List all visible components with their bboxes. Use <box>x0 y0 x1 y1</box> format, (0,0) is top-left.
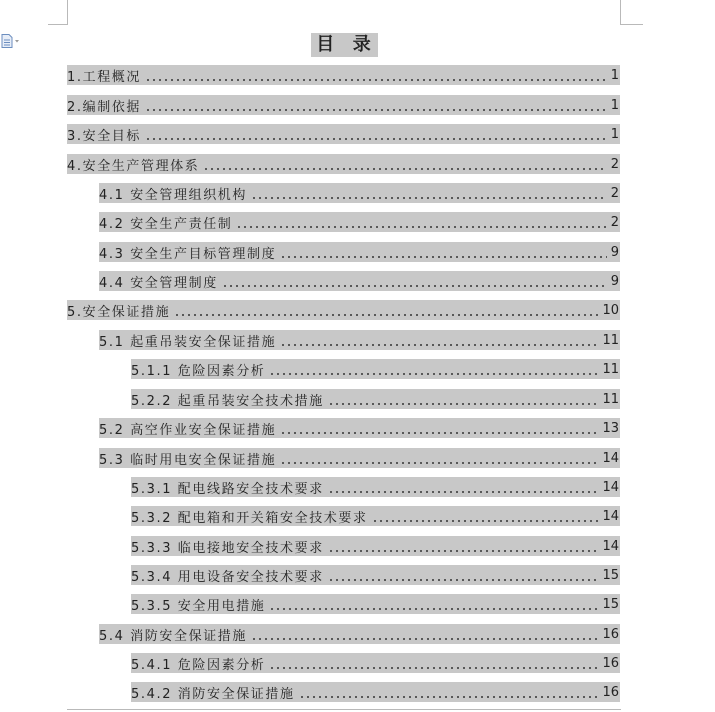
toc-entry-page-number: 2 <box>610 214 619 230</box>
toc-dot-leader <box>328 477 599 497</box>
toc-dot-leader <box>174 300 598 320</box>
toc-dot-leader <box>372 506 599 526</box>
toc-dot-leader <box>280 242 607 262</box>
toc-entry-title: 5.3.3 临电接地安全技术要求 <box>131 540 324 556</box>
toc-dot-leader <box>269 359 598 379</box>
toc-dot-leader <box>222 271 607 291</box>
toc-entry-title: 5.3.5 安全用电措施 <box>131 598 266 614</box>
toc-entry-page-number: 13 <box>602 420 619 436</box>
toc-entry-title: 5.安全保证措施 <box>67 304 171 320</box>
toc-entry-title: 5.2 高空作业安全保证措施 <box>99 422 277 438</box>
toc-entry-page-number: 9 <box>610 244 619 260</box>
toc-entry[interactable] <box>131 536 620 556</box>
toc-entry[interactable] <box>131 359 620 379</box>
toc-entry[interactable] <box>131 389 620 409</box>
toc-entry[interactable] <box>99 624 620 644</box>
toc-entry-title: 4.安全生产管理体系 <box>67 158 200 174</box>
toc-entry[interactable] <box>99 448 620 468</box>
toc-entry-title: 4.2 安全生产责任制 <box>99 216 233 232</box>
toc-dot-leader <box>145 124 607 144</box>
toc-entry-title: 5.4 消防安全保证措施 <box>99 628 248 644</box>
toc-entry-title: 5.2.2 起重吊装安全技术措施 <box>131 393 324 409</box>
toc-entry-page-number: 9 <box>610 273 619 289</box>
toc-entry-page-number: 10 <box>602 302 619 318</box>
toc-entry-page-number: 16 <box>602 684 619 700</box>
toc-dot-leader <box>145 65 607 85</box>
toc-entry[interactable] <box>67 124 620 144</box>
toc-title: 目 录 <box>311 33 378 57</box>
toc-entry-title: 5.4.2 消防安全保证措施 <box>131 686 295 702</box>
toc-entry[interactable] <box>99 212 620 232</box>
toc-dot-leader <box>251 624 598 644</box>
toc-dot-leader <box>299 682 599 702</box>
toc-entry-page-number: 1 <box>610 67 619 83</box>
toc-dot-leader <box>280 330 598 350</box>
toc-entry[interactable] <box>67 300 620 320</box>
toc-entry[interactable] <box>131 506 620 526</box>
toc-entry[interactable] <box>99 330 620 350</box>
toc-entry-title: 4.1 安全管理组织机构 <box>99 187 248 203</box>
toc-entry-title: 3.安全目标 <box>67 128 142 144</box>
toc-dot-leader <box>269 653 598 673</box>
toc-entry-page-number: 11 <box>602 361 619 377</box>
toc-entry-title: 4.3 安全生产目标管理制度 <box>99 246 277 262</box>
toc-entry[interactable] <box>131 653 620 673</box>
toc-entry[interactable] <box>131 682 620 702</box>
toc-entry-page-number: 15 <box>602 567 619 583</box>
toc-dot-leader <box>236 212 606 232</box>
toc-dot-leader <box>328 536 599 556</box>
toc-entry-page-number: 2 <box>610 185 619 201</box>
toc-entry-page-number: 15 <box>602 596 619 612</box>
toc-entry[interactable] <box>131 594 620 614</box>
toc-entry-title: 2.编制依据 <box>67 99 142 115</box>
toc-dot-leader <box>269 594 598 614</box>
toc-entry[interactable] <box>99 242 620 262</box>
toc-entry-page-number: 11 <box>602 391 619 407</box>
toc-entry-page-number: 14 <box>602 508 619 524</box>
toc-entry-page-number: 14 <box>602 479 619 495</box>
toc-dot-leader <box>280 448 598 468</box>
toc-entry[interactable] <box>99 271 620 291</box>
toc-entry[interactable] <box>131 565 620 585</box>
toc-dot-leader <box>328 389 599 409</box>
toc-entry-title: 5.3.2 配电箱和开关箱安全技术要求 <box>131 510 368 526</box>
toc-entry-page-number: 14 <box>602 538 619 554</box>
toc-entry[interactable] <box>131 477 620 497</box>
toc-entry-page-number: 11 <box>602 332 619 348</box>
toc-entry-page-number: 14 <box>602 450 619 466</box>
toc-entry-title: 5.3 临时用电安全保证措施 <box>99 452 277 468</box>
toc-entry-title: 5.4.1 危险因素分析 <box>131 657 266 673</box>
toc-dot-leader <box>251 183 607 203</box>
toc-dot-leader <box>280 418 598 438</box>
toc-entry-page-number: 1 <box>610 97 619 113</box>
toc-entry[interactable] <box>99 418 620 438</box>
toc-entry-page-number: 16 <box>602 626 619 642</box>
toc-dot-leader <box>145 95 607 115</box>
toc-entry[interactable] <box>67 95 620 115</box>
toc-entry-page-number: 1 <box>610 126 619 142</box>
toc-entry-title: 4.4 安全管理制度 <box>99 275 218 291</box>
toc-entry[interactable] <box>99 183 620 203</box>
toc-entry-page-number: 16 <box>602 655 619 671</box>
toc-dot-leader <box>328 565 599 585</box>
toc-entry-title: 1.工程概况 <box>67 69 142 85</box>
toc-dot-leader <box>203 154 606 174</box>
toc-entry-title: 5.3.4 用电设备安全技术要求 <box>131 569 324 585</box>
page-bottom-divider <box>67 709 621 710</box>
toc-entry[interactable] <box>67 154 620 174</box>
toc-entry-title: 5.1 起重吊装安全保证措施 <box>99 334 277 350</box>
toc-entry-page-number: 2 <box>610 156 619 172</box>
toc-entry[interactable] <box>67 65 620 85</box>
toc-entry-title: 5.3.1 配电线路安全技术要求 <box>131 481 324 497</box>
toc-entry-title: 5.1.1 危险因素分析 <box>131 363 266 379</box>
